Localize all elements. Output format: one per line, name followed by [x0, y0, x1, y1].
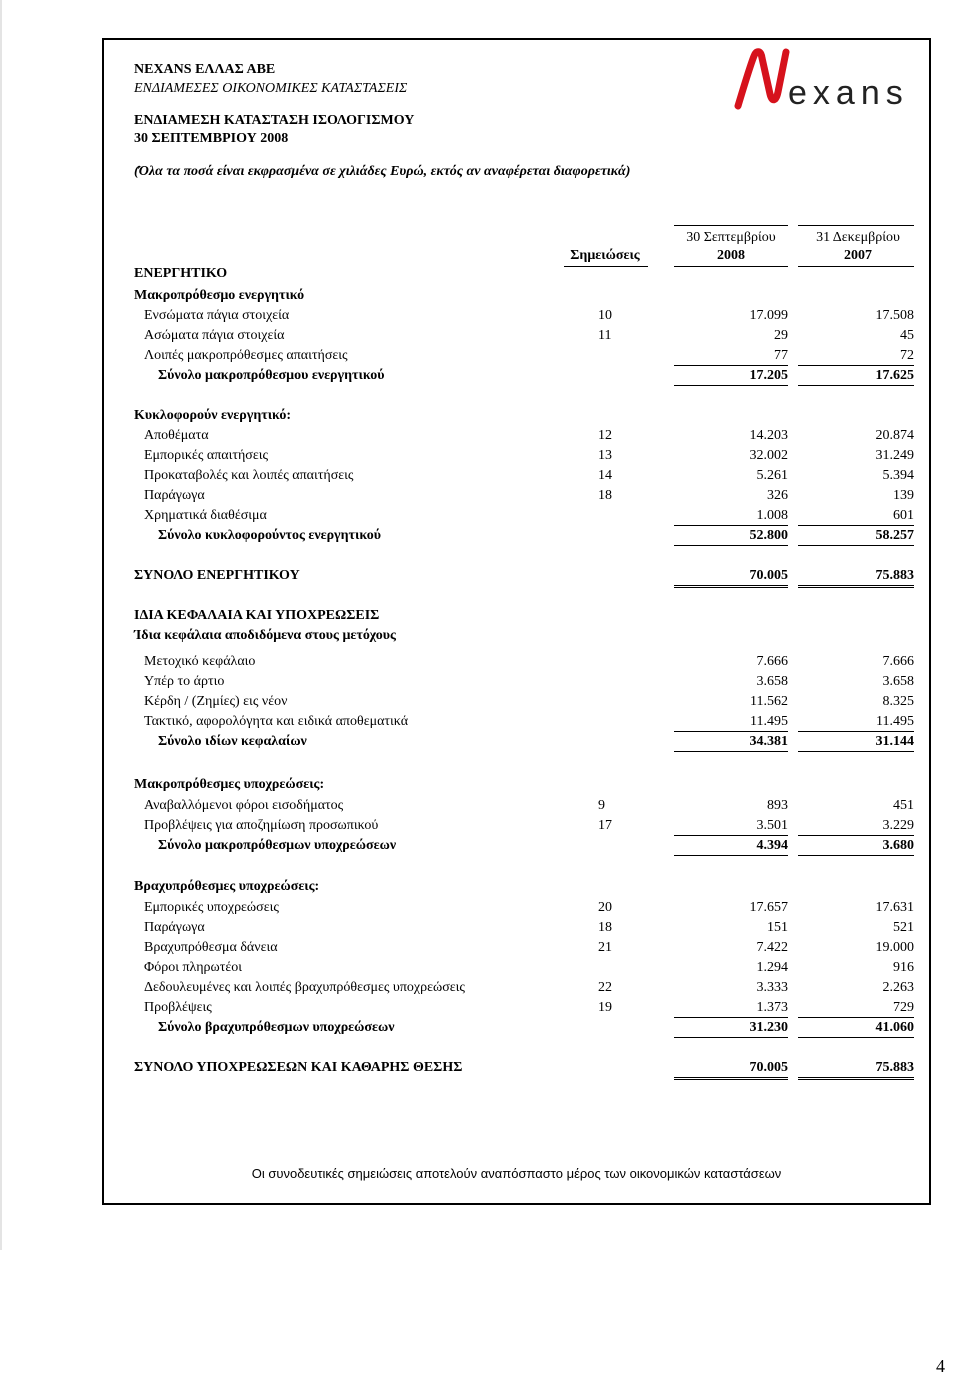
table-row — [134, 877, 960, 897]
row-value-2007: 19.000 — [875, 940, 914, 955]
row-label: Σύνολο ιδίων κεφαλαίων — [158, 734, 307, 749]
table-row — [134, 672, 960, 692]
row-value-2008: 893 — [767, 798, 788, 813]
total-double-rule — [798, 585, 914, 588]
row-label: Μακροπρόθεσμες υποχρεώσεις: — [134, 777, 325, 792]
row-value-2007: 601 — [893, 508, 914, 523]
column-2008-line1: 30 Σεπτεμβρίου — [686, 230, 776, 245]
row-value-2008: 29 — [774, 328, 788, 343]
table-row — [134, 836, 960, 856]
subtotal-rule — [674, 835, 788, 836]
row-label: Αποθέματα — [144, 428, 209, 443]
subtotal-rule — [798, 731, 914, 732]
row-label: Κυκλοφορούν ενεργητικό: — [134, 408, 292, 423]
row-label: Ασώματα πάγια στοιχεία — [144, 328, 285, 343]
page-edge — [0, 0, 2, 1250]
table-row — [134, 566, 960, 586]
row-note: 11 — [598, 328, 612, 343]
company-name: NEXANS ΕΛΛΑΣ ΑΒΕ — [134, 62, 276, 77]
row-value-2008: 17.205 — [749, 368, 788, 383]
row-note: 14 — [598, 468, 612, 483]
table-row — [134, 978, 960, 998]
total-double-rule — [674, 1077, 788, 1080]
row-note: 19 — [598, 1000, 612, 1015]
row-note: 13 — [598, 448, 612, 463]
row-label: Λοιπές μακροπρόθεσμες απαιτήσεις — [144, 348, 348, 363]
row-value-2008: 326 — [767, 488, 788, 503]
row-label: ΣΥΝΟΛΟ ΥΠΟΧΡΕΩΣΕΩΝ ΚΑΙ ΚΑΘΑΡΗΣ ΘΕΣΗΣ — [134, 1060, 463, 1075]
table-row — [134, 652, 960, 672]
total-rule — [798, 1037, 914, 1038]
row-label: Δεδουλευμένες και λοιπές βραχυπρόθεσμες υποχρεώσεις — [144, 980, 465, 995]
row-note: 20 — [598, 900, 612, 915]
row-label: Προβλέψεις — [144, 1000, 212, 1015]
row-note: 18 — [598, 488, 612, 503]
total-rule — [798, 751, 914, 752]
row-value-2007: 17.631 — [875, 900, 914, 915]
page-number: 4 — [936, 1356, 945, 1376]
row-note: 17 — [598, 818, 612, 833]
row-value-2008: 1.294 — [756, 960, 788, 975]
table-row — [134, 1058, 960, 1078]
table-row — [134, 816, 960, 836]
row-label: ΣΥΝΟΛΟ ΕΝΕΡΓΗΤΙΚΟΥ — [134, 568, 300, 583]
row-label: Σύνολο κυκλοφορούντος ενεργητικού — [158, 528, 381, 543]
column-2007-line1: 31 Δεκεμβρίου — [816, 230, 900, 245]
table-row — [134, 938, 960, 958]
row-value-2007: 72 — [900, 348, 914, 363]
row-value-2007: 2.263 — [882, 980, 914, 995]
table-row — [134, 446, 960, 466]
row-value-2008: 70.005 — [749, 1060, 788, 1075]
row-value-2007: 45 — [900, 328, 914, 343]
row-value-2007: 139 — [893, 488, 914, 503]
row-value-2008: 11.495 — [750, 714, 788, 729]
row-label: Μετοχικό κεφάλαιο — [144, 654, 256, 669]
row-value-2007: 3.229 — [882, 818, 914, 833]
table-row — [134, 732, 960, 752]
row-label: Ίδια κεφάλαια αποδιδόμενα στους μετόχους — [134, 628, 396, 643]
subtotal-rule — [798, 365, 914, 366]
row-label: ΕΝΕΡΓΗΤΙΚΟ — [134, 266, 228, 281]
total-rule — [798, 385, 914, 386]
table-row — [134, 346, 960, 366]
table-row — [134, 526, 960, 546]
total-double-rule — [674, 585, 788, 588]
row-label: Παράγωγα — [144, 488, 205, 503]
row-value-2008: 7.422 — [756, 940, 788, 955]
column-2008-line2: 2008 — [717, 248, 745, 263]
total-rule — [798, 855, 914, 856]
row-label: Ενσώματα πάγια στοιχεία — [144, 308, 290, 323]
row-label: Αναβαλλόμενοι φόροι εισοδήματος — [144, 798, 344, 813]
row-label: Βραχυπρόθεσμες υποχρεώσεις: — [134, 879, 320, 894]
row-value-2007: 11.495 — [876, 714, 914, 729]
total-rule — [674, 751, 788, 752]
row-value-2008: 17.657 — [749, 900, 788, 915]
row-note: 12 — [598, 428, 612, 443]
total-rule — [674, 545, 788, 546]
table-row — [134, 898, 960, 918]
row-value-2007: 31.144 — [875, 734, 914, 749]
row-label: Σύνολο βραχυπρόθεσμων υποχρεώσεων — [158, 1020, 395, 1035]
row-label: Υπέρ το άρτιο — [144, 674, 225, 689]
row-value-2007: 451 — [893, 798, 914, 813]
table-row — [134, 1018, 960, 1038]
subtotal-rule — [798, 525, 914, 526]
column-2007-line2: 2007 — [844, 248, 872, 263]
column-notes: Σημειώσεις — [570, 248, 640, 263]
row-value-2007: 75.883 — [875, 568, 914, 583]
table-row — [134, 506, 960, 526]
row-value-2007: 75.883 — [875, 1060, 914, 1075]
row-value-2008: 151 — [767, 920, 788, 935]
subtotal-rule — [674, 365, 788, 366]
row-value-2007: 17.508 — [875, 308, 914, 323]
row-value-2008: 3.658 — [756, 674, 788, 689]
row-value-2008: 3.333 — [756, 980, 788, 995]
row-note: 10 — [598, 308, 612, 323]
table-row — [134, 796, 960, 816]
row-value-2008: 14.203 — [749, 428, 788, 443]
column-2008-top-rule — [674, 225, 788, 226]
row-value-2007: 729 — [893, 1000, 914, 1015]
row-label: Σύνολο μακροπρόθεσμου ενεργητικού — [158, 368, 385, 383]
table-row — [134, 712, 960, 732]
subtotal-rule — [798, 1017, 914, 1018]
row-value-2007: 3.658 — [882, 674, 914, 689]
row-value-2008: 1.008 — [756, 508, 788, 523]
logo-wordmark: exans — [788, 74, 909, 112]
table-row — [134, 406, 960, 426]
row-value-2007: 41.060 — [875, 1020, 914, 1035]
row-value-2008: 32.002 — [749, 448, 788, 463]
row-value-2008: 52.800 — [749, 528, 788, 543]
table-row — [134, 958, 960, 978]
subtotal-rule — [674, 525, 788, 526]
row-value-2008: 70.005 — [749, 568, 788, 583]
row-label: Προβλέψεις για αποζημίωση προσωπικού — [144, 818, 379, 833]
table-row — [134, 486, 960, 506]
row-label: Εμπορικές απαιτήσεις — [144, 448, 269, 463]
document-subtitle: ΕΝΔΙΑΜΕΣΕΣ ΟΙΚΟΝΟΜΙΚΕΣ ΚΑΤΑΣΤΑΣΕΙΣ — [134, 81, 408, 96]
total-rule — [674, 855, 788, 856]
row-label: Χρηματικά διαθέσιμα — [144, 508, 267, 523]
table-row — [134, 606, 960, 626]
row-label: Εμπορικές υποχρεώσεις — [144, 900, 279, 915]
row-label: Βραχυπρόθεσμα δάνεια — [144, 940, 278, 955]
logo-n-mark — [738, 52, 786, 106]
row-label: Προκαταβολές και λοιπές απαιτήσεις — [144, 468, 354, 483]
table-row — [134, 775, 960, 795]
row-value-2007: 5.394 — [882, 468, 914, 483]
row-note: 9 — [598, 798, 605, 813]
subtotal-rule — [798, 835, 914, 836]
table-row — [134, 626, 960, 646]
row-value-2008: 17.099 — [749, 308, 788, 323]
row-value-2007: 17.625 — [875, 368, 914, 383]
subtotal-rule — [674, 1017, 788, 1018]
total-rule — [674, 1037, 788, 1038]
nexans-logo — [734, 46, 916, 114]
table-row — [134, 692, 960, 712]
row-value-2007: 7.666 — [882, 654, 914, 669]
row-value-2007: 31.249 — [875, 448, 914, 463]
footer-note: Οι συνοδευτικές σημειώσεις αποτελούν αναπόσπαστο μέρος των οικονομικών καταστάσεων — [251, 1166, 782, 1181]
table-row — [134, 264, 960, 284]
table-row — [134, 366, 960, 386]
subtotal-rule — [674, 731, 788, 732]
row-label: Τακτικό, αφορολόγητα και ειδικά αποθεματικά — [144, 714, 409, 729]
row-note: 18 — [598, 920, 612, 935]
row-value-2008: 1.373 — [756, 1000, 788, 1015]
row-note: 21 — [598, 940, 612, 955]
row-value-2008: 3.501 — [756, 818, 788, 833]
table-row — [134, 998, 960, 1018]
row-value-2007: 58.257 — [875, 528, 914, 543]
row-value-2008: 7.666 — [756, 654, 788, 669]
row-label: Μακροπρόθεσμο ενεργητικό — [134, 288, 305, 303]
row-value-2007: 3.680 — [882, 838, 914, 853]
table-row — [134, 918, 960, 938]
table-row — [134, 326, 960, 346]
row-label: ΙΔΙΑ ΚΕΦΑΛΑΙΑ ΚΑΙ ΥΠΟΧΡΕΩΣΕΙΣ — [134, 608, 380, 623]
row-value-2008: 77 — [774, 348, 788, 363]
table-row — [134, 306, 960, 326]
row-value-2008: 31.230 — [749, 1020, 788, 1035]
table-row — [134, 466, 960, 486]
row-label: Παράγωγα — [144, 920, 205, 935]
currency-note: (Όλα τα ποσά είναι εκφρασμένα σε χιλιάδες Ευρώ, εκτός αν αναφέρεται διαφορετικά) — [134, 164, 631, 179]
row-value-2008: 4.394 — [756, 838, 788, 853]
row-value-2007: 20.874 — [875, 428, 914, 443]
total-rule — [798, 545, 914, 546]
row-value-2008: 34.381 — [749, 734, 788, 749]
column-2007-top-rule — [798, 225, 914, 226]
row-label: Φόροι πληρωτέοι — [144, 960, 243, 975]
row-value-2008: 5.261 — [756, 468, 788, 483]
row-value-2007: 8.325 — [882, 694, 914, 709]
row-label: Κέρδη / (Ζημίες) εις νέον — [144, 694, 288, 709]
table-row — [134, 426, 960, 446]
total-double-rule — [798, 1077, 914, 1080]
row-value-2008: 11.562 — [750, 694, 788, 709]
row-value-2007: 521 — [893, 920, 914, 935]
table-row — [134, 286, 960, 306]
row-label: Σύνολο μακροπρόθεσμων υποχρεώσεων — [158, 838, 397, 853]
statement-date: 30 ΣΕΠΤΕΜΒΡΙΟΥ 2008 — [134, 131, 289, 146]
statement-title: ΕΝΔΙΑΜΕΣΗ ΚΑΤΑΣΤΑΣΗ ΙΣΟΛΟΓΙΣΜΟΥ — [134, 113, 415, 128]
row-note: 22 — [598, 980, 612, 995]
row-value-2007: 916 — [893, 960, 914, 975]
total-rule — [674, 385, 788, 386]
